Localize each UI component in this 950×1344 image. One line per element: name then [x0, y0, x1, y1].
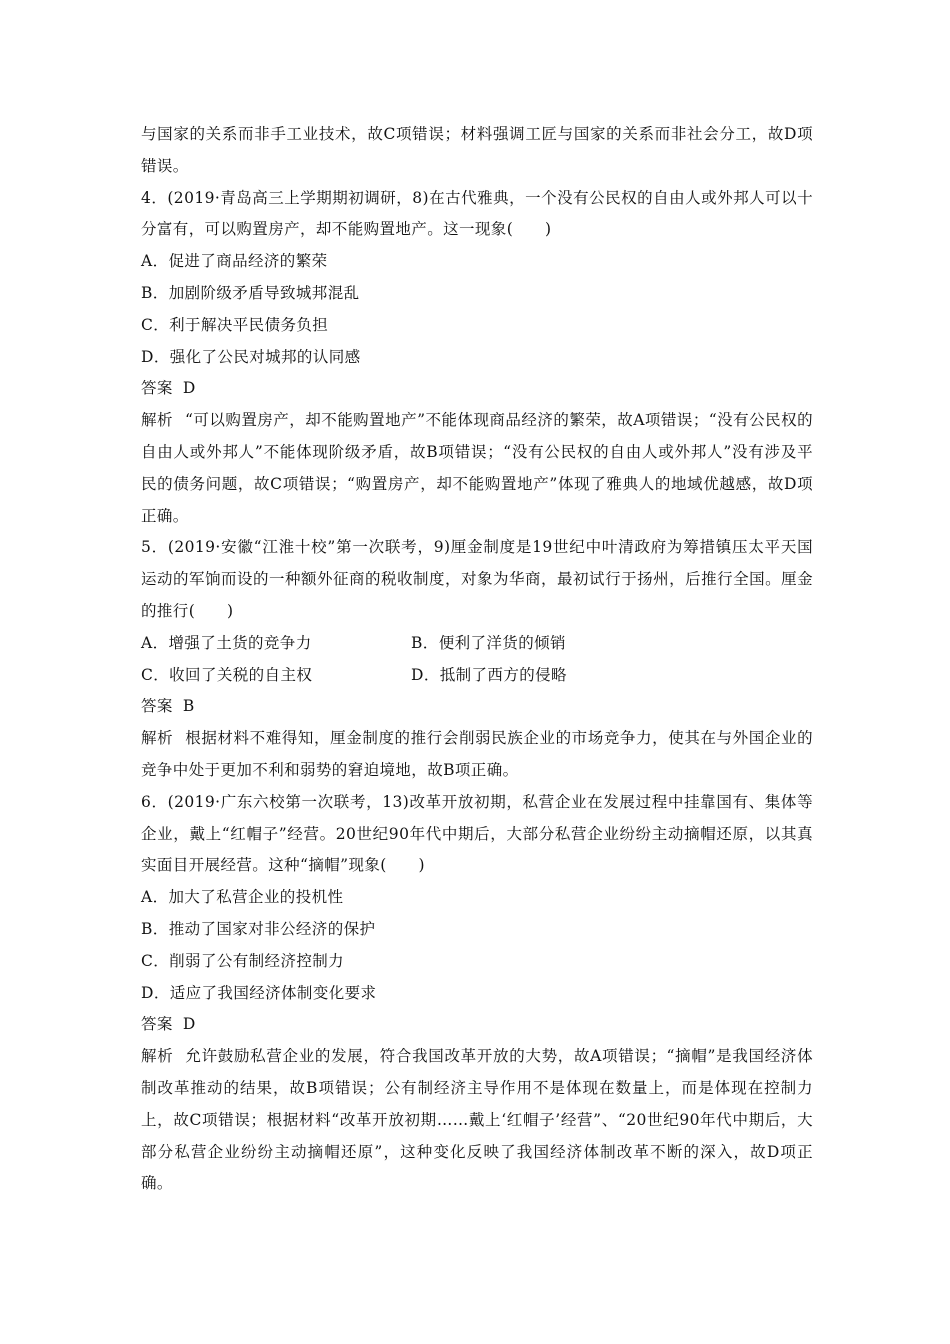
question-6-option-a: A．加大了私营企业的投机性 — [141, 888, 344, 907]
question-4-option-d: D．强化了公民对城邦的认同感 — [141, 347, 361, 366]
question-4-option-b: B．加剧阶级矛盾导致城邦混乱 — [141, 283, 360, 302]
question-6-explanation-text: 允许鼓励私营企业的发展，符合我国改革开放的大势，故A项错误；“摘帽”是我国经济体制改革推动的结果，故B项错误；公有制经济主导作用不是体现在数量上，而是体现在控制力上，故C项错误；根据材料“改革开放初期……戴上‘红帽子’经营”、“20世纪90年代中期后，大部分私营企业纷纷主动摘帽还原”，这种变化反映了我国经济体制改革不断的深入，故D项正确。 — [141, 1047, 813, 1193]
question-5-answer — [141, 691, 813, 723]
explanation-label: 解析 — [141, 411, 173, 430]
question-6-option-d: D．适应了我国经济体制变化要求 — [141, 983, 377, 1002]
question-6-explanation — [141, 1041, 813, 1200]
document-page — [141, 119, 813, 1200]
question-6-stem: 6．(2019·广东六校第一次联考，13)改革开放初期，私营企业在发展过程中挂靠国有、集体等企业，戴上“红帽子”经营。20世纪90年代中期后，大部分私营企业纷纷主动摘帽还原，以其真实面目开展经营。这种“摘帽”现象( ) — [141, 792, 813, 875]
answer-label: 答案 — [141, 1015, 173, 1034]
question-4-answer — [141, 373, 813, 405]
question-6-answer-value: D — [182, 1015, 196, 1034]
question-5-options-row-1 — [141, 628, 813, 660]
question-5-options-row-2 — [141, 660, 813, 692]
question-6-answer — [141, 1009, 813, 1041]
question-5-explanation — [141, 723, 813, 787]
question-4-explanation — [141, 405, 813, 532]
answer-label: 答案 — [141, 379, 173, 398]
question-4-option-a: A．促进了商品经济的繁荣 — [141, 252, 328, 271]
answer-label: 答案 — [141, 697, 173, 716]
question-6-option-b: B．推动了国家对非公经济的保护 — [141, 919, 376, 938]
explanation-label: 解析 — [141, 729, 174, 748]
question-5-option-a: A．增强了土货的竞争力 — [141, 633, 312, 652]
explanation-label: 解析 — [141, 1047, 174, 1066]
question-5-stem: 5．(2019·安徽“江淮十校”第一次联考，9)厘金制度是19世纪中叶清政府为筹措镇压太平天国运动的军饷而设的一种额外征商的税收制度，对象为华商，最初试行于扬州，后推行全国。厘金的推行( ) — [141, 538, 813, 620]
question-6-option-c: C．削弱了公有制经济控制力 — [141, 951, 345, 970]
question-5-explanation-text: 根据材料不难得知，厘金制度的推行会削弱民族企业的市场竞争力，使其在与外国企业的竞争中处于更加不利和弱势的窘迫境地，故B项正确。 — [141, 729, 813, 779]
question-5-option-b: B．便利了洋货的倾销 — [411, 633, 566, 652]
question-5-option-d: D．抵制了西方的侵略 — [411, 665, 567, 684]
previous-explanation-continuation: 与国家的关系而非手工业技术，故C项错误；材料强调工匠与国家的关系而非社会分工，故D项错误。 — [141, 125, 813, 175]
question-4-option-c: C．利于解决平民债务负担 — [141, 315, 329, 334]
question-4-answer-value: D — [182, 379, 196, 398]
question-4-explanation-text: “可以购置房产，却不能购置地产”不能体现商品经济的繁荣，故A项错误；“没有公民权的自由人或外邦人”不能体现阶级矛盾，故B项错误；“没有公民权的自由人或外邦人”没有涉及平民的债务问题，故C项错误；“购置房产，却不能购置地产”体现了雅典人的地域优越感，故D项正确。 — [141, 411, 813, 525]
question-5-answer-value: B — [182, 697, 195, 716]
question-5-option-c: C．收回了关税的自主权 — [141, 665, 313, 684]
question-4-stem: 4．(2019·青岛高三上学期期初调研，8)在古代雅典，一个没有公民权的自由人或外邦人可以十分富有，可以购置房产，却不能购置地产。这一现象( ) — [141, 188, 813, 239]
